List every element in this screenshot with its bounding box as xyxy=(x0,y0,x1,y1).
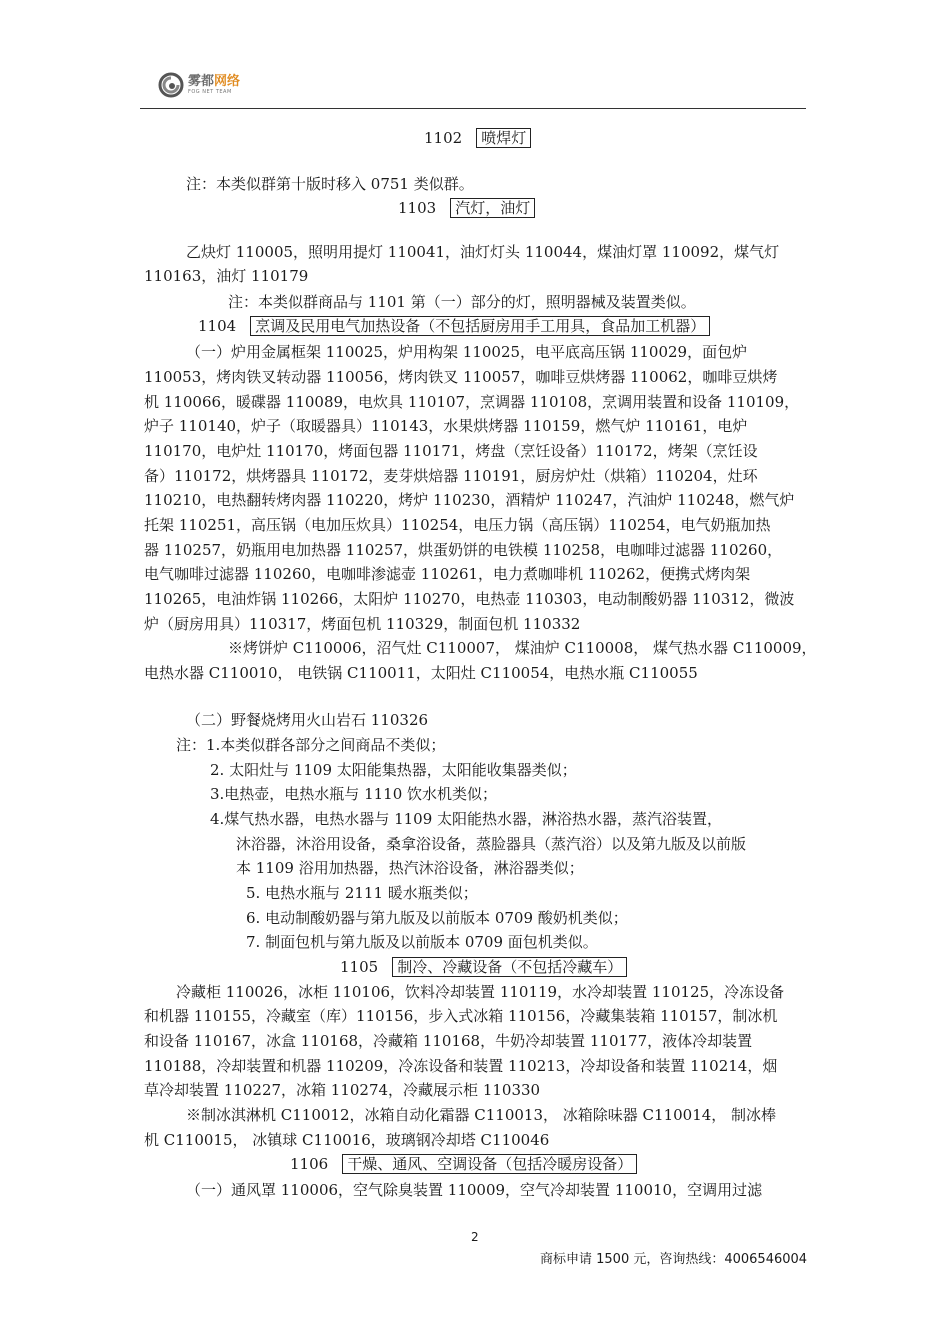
paragraph-line: （二）野餐烧烤用火山岩石 110326 xyxy=(186,711,429,729)
section-title-box: 制冷、冷藏设备（不包括冷藏车） xyxy=(392,957,627,977)
paragraph-line: 110053，烤肉铁叉转动器 110056，烤肉铁叉 110057，咖啡豆烘烤器 110062，咖啡豆烘烤 xyxy=(144,368,778,386)
note-line: 2. 太阳灶与 1109 太阳能集热器，太阳能收集器类似； xyxy=(210,761,577,779)
section-heading-1103: 1103 汽灯，油灯 xyxy=(398,198,535,218)
note-1103: 注：本类似群商品与 1101 第（一）部分的灯，照明器械及装置类似。 xyxy=(228,293,696,311)
section-heading-1102: 1102 喷焊灯 xyxy=(424,128,531,148)
section-title-box: 干燥、通风、空调设备（包括冷暖房设备） xyxy=(342,1154,637,1174)
note-line: 4.煤气热水器，电热水器与 1109 太阳能热水器，淋浴热水器，蒸汽浴装置， xyxy=(210,810,723,828)
footer-ad-text: 商标申请 1500 元，咨询热线：4006546004 xyxy=(540,1252,808,1267)
note-line: 本 1109 浴用加热器，热汽沐浴设备，淋浴器类似； xyxy=(236,859,584,877)
section-title-box: 喷焊灯 xyxy=(476,128,531,148)
section-heading-1104: 1104 烹调及民用电气加热设备（不包括厨房用手工用具，食品加工机器） xyxy=(198,316,710,336)
paragraph-line: 托架 110251，高压锅（电加压炊具）110254，电压力锅（高压锅）110254，电气奶瓶加热 xyxy=(144,516,771,534)
paragraph-line: 机 C110015， 冰镇球 C110016，玻璃钢冷却塔 C110046 xyxy=(144,1131,550,1149)
company-logo xyxy=(158,72,240,98)
paragraph-line: 冷藏柜 110026，冰柜 110106，饮料冷却装置 110119，水冷却装置 110125，冷冻设备 xyxy=(176,983,785,1001)
paragraph-line: 和设备 110167，冰盒 110168，冷藏箱 110168，牛奶冷却装置 110177，液体冷却装置 xyxy=(144,1032,753,1050)
section-heading-1106: 1106 干燥、通风、空调设备（包括冷暖房设备） xyxy=(290,1154,637,1174)
logo-subtitle: FOG NET TEAM xyxy=(188,89,232,95)
paragraph-line: 110265，电油炸锅 110266，太阳炉 110270，电热壶 110303，电动制酸奶器 110312，微波 xyxy=(144,590,795,608)
note-line: 注：1.本类似群各部分之间商品不类似； xyxy=(176,736,446,754)
paragraph-line: （一）通风罩 110006，空气除臭装置 110009，空气冷却装置 110010，空调用过滤 xyxy=(186,1181,763,1199)
section-title-box: 汽灯，油灯 xyxy=(450,198,535,218)
paragraph-line: 110170，电炉灶 110170，烤面包器 110171，烤盘（烹饪设备）110172，烤架（烹饪设 xyxy=(144,442,758,460)
paragraph-line: ※烤饼炉 C110006，沼气灶 C110007， 煤油炉 C110008， 煤气热水器 C110009， xyxy=(228,639,817,657)
logo-mark-icon xyxy=(158,72,184,98)
note-line: 7. 制面包机与第九版及以前版本 0709 面包机类似。 xyxy=(246,933,598,951)
paragraph-line: 110163，油灯 110179 xyxy=(144,267,309,285)
logo-text: 雾都网络 xyxy=(188,74,241,89)
paragraph-line: 和机器 110155，冷藏室（库）110156，步入式冰箱 110156，冷藏集装箱 110157，制冰机 xyxy=(144,1007,778,1025)
paragraph-line: 110210，电热翻转烤肉器 110220，烤炉 110230，酒精炉 110247，汽油炉 110248，燃气炉 xyxy=(144,491,795,509)
paragraph-line: （一）炉用金属框架 110025，炉用构架 110025，电平底高压锅 110029，面包炉 xyxy=(186,343,748,361)
paragraph-line: 备）110172，烘烤器具 110172，麦芽烘焙器 110191，厨房炉灶（烘箱）110204，灶环 xyxy=(144,467,758,485)
section-title-box: 烹调及民用电气加热设备（不包括厨房用手工用具，食品加工机器） xyxy=(250,316,710,336)
paragraph-line: 草冷却装置 110227，冰箱 110274，冷藏展示柜 110330 xyxy=(144,1081,541,1099)
note-line: 6. 电动制酸奶器与第九版及以前版本 0709 酸奶机类似； xyxy=(246,909,628,927)
note-line: 3.电热壶，电热水瓶与 1110 饮水机类似； xyxy=(210,785,498,803)
note-line: 5. 电热水瓶与 2111 暖水瓶类似； xyxy=(246,884,478,902)
note-line: 沐浴器，沐浴用设备，桑拿浴设备，蒸脸器具（蒸汽浴）以及第九版及以前版 xyxy=(236,835,747,853)
header-divider xyxy=(140,108,806,109)
paragraph-line: 机 110066，暖碟器 110089，电炊具 110107，烹调器 110108，烹调用装置和设备 110109， xyxy=(144,393,800,411)
paragraph-line: 乙炔灯 110005，照明用提灯 110041，油灯灯头 110044，煤油灯罩 110092，煤气灯 xyxy=(186,243,780,261)
paragraph-line: 炉子 110140，炉子（取暖器具）110143，水果烘烤器 110159，燃气炉 110161，电炉 xyxy=(144,417,748,435)
paragraph-line: 器 110257，奶瓶用电加热器 110257，烘蛋奶饼的电铁模 110258，电咖啡过滤器 110260， xyxy=(144,541,783,559)
page-number: 2 xyxy=(471,1230,479,1244)
paragraph-line: 电气咖啡过滤器 110260，电咖啡渗滤壶 110261，电力煮咖啡机 110262，便携式烤肉架 xyxy=(144,565,751,583)
paragraph-line: ※制冰淇淋机 C110012，冰箱自动化霜器 C110013， 冰箱除味器 C110014， 制冰棒 xyxy=(186,1106,777,1124)
paragraph-line: 炉（厨房用具）110317，烤面包机 110329，制面包机 110332 xyxy=(144,615,581,633)
paragraph-line: 电热水器 C110010， 电铁锅 C110011，太阳灶 C110054，电热水瓶 C110055 xyxy=(144,664,698,682)
paragraph-line: 110188，冷却装置和机器 110209，冷冻设备和装置 110213，冷却设备和装置 110214，烟 xyxy=(144,1057,778,1075)
note-1102: 注：本类似群第十版时移入 0751 类似群。 xyxy=(186,175,474,193)
section-heading-1105: 1105 制冷、冷藏设备（不包括冷藏车） xyxy=(340,957,627,977)
